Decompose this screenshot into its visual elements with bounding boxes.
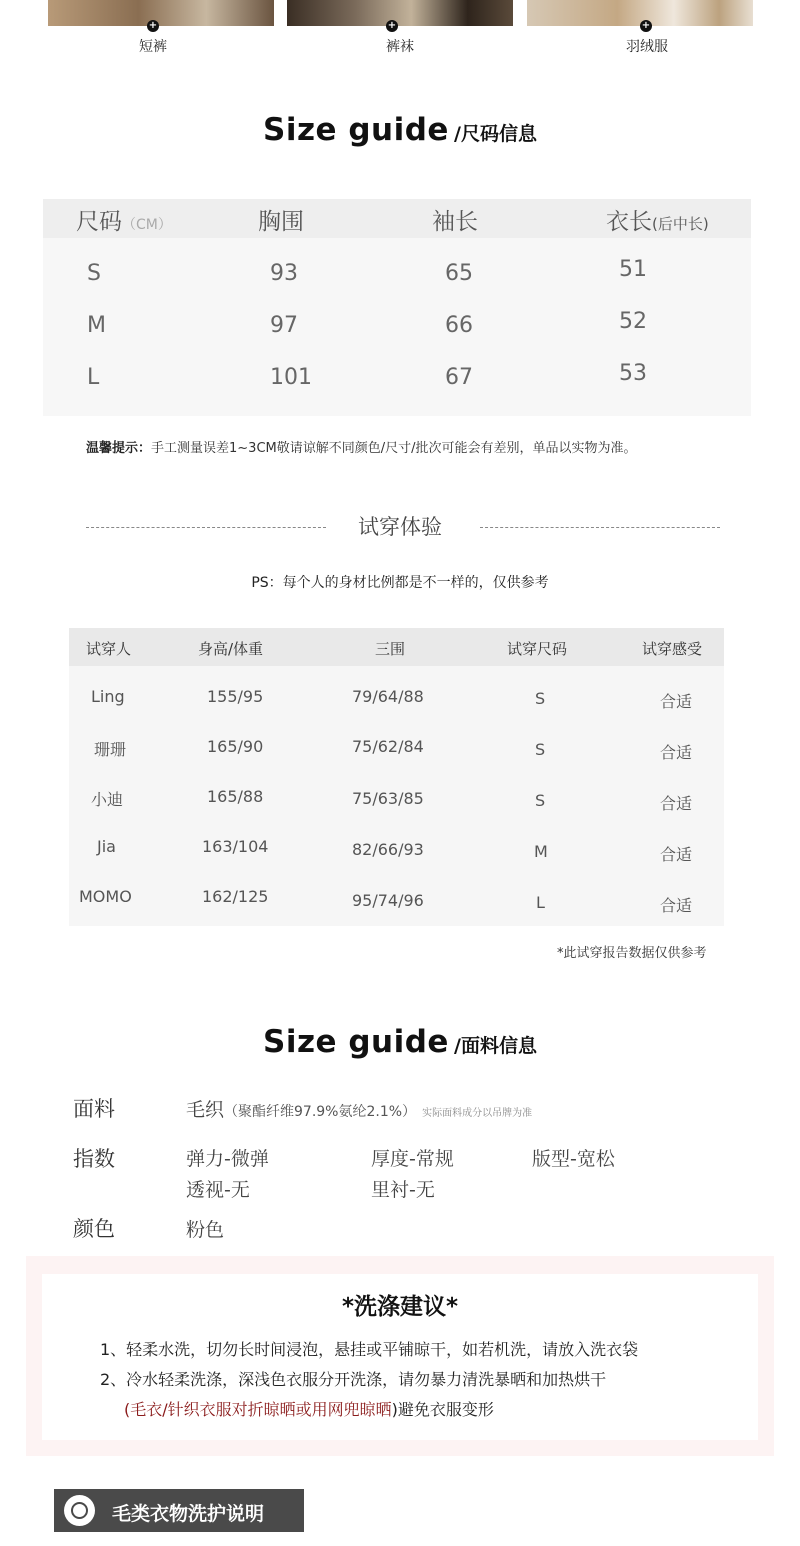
wash-advice-line-2: 2、冷水轻柔洗涤，深浅色衣服分开洗涤，请勿暴力清洗暴晒和加热烘干 xyxy=(100,1370,607,1389)
try-size-cell: M xyxy=(534,842,548,861)
circle-logo-icon xyxy=(64,1495,95,1526)
thumbnail-label-shorts: 短裤 xyxy=(139,39,167,55)
length-cell: 53 xyxy=(619,361,647,386)
color-label: 颜色 xyxy=(73,1217,115,1241)
height-weight-column-header: 身高/体重 xyxy=(198,640,264,658)
wool-care-label: 毛类衣物洗护说明 xyxy=(112,1503,265,1525)
person-column-header: 试穿人 xyxy=(86,640,132,658)
chest-cell: 93 xyxy=(270,261,298,286)
size-cell: S xyxy=(87,261,101,286)
height-weight-cell: 163/104 xyxy=(202,837,269,856)
fit-index: 版型-宽松 xyxy=(532,1148,615,1170)
wash-line-3-open: ( xyxy=(124,1400,131,1419)
fabric-guide-heading: Size guide xyxy=(263,1024,449,1060)
try-size-cell: S xyxy=(535,791,546,810)
index-label: 指数 xyxy=(73,1147,115,1171)
color-value: 粉色 xyxy=(186,1219,225,1241)
fabric-main: 毛织 xyxy=(186,1099,225,1121)
fabric-composition xyxy=(186,1095,532,1122)
height-weight-cell: 155/95 xyxy=(207,687,264,706)
feel-column-header: 试穿感受 xyxy=(642,640,703,658)
elastic-index: 弹力-微弹 xyxy=(186,1148,269,1170)
measurements-cell: 75/63/85 xyxy=(352,789,424,808)
plus-icon: + xyxy=(641,20,651,31)
wash-advice-line-3 xyxy=(124,1397,494,1420)
size-header-label: 尺码 xyxy=(76,209,122,235)
length-cell: 51 xyxy=(619,257,647,282)
plus-icon: + xyxy=(148,20,158,31)
fabric-detail: （聚酯纤维97.9%氨纶2.1%） xyxy=(224,1104,417,1120)
fabric-label: 面料 xyxy=(73,1097,115,1121)
thumbnail-label-down-jacket: 羽绒服 xyxy=(626,39,668,55)
person-cell: Ling xyxy=(91,687,125,706)
lining-index: 里衬-无 xyxy=(371,1179,435,1201)
try-on-title: 试穿体验 xyxy=(358,515,442,539)
fabric-note: 实际面料成分以吊牌为准 xyxy=(422,1108,533,1119)
person-cell: 珊珊 xyxy=(94,740,127,759)
fabric-guide-subtitle: /面料信息 xyxy=(454,1035,537,1057)
length-header-label: 衣长 xyxy=(606,209,652,235)
size-table xyxy=(43,199,751,416)
wash-line-3-rest: )避免衣服变形 xyxy=(391,1400,494,1419)
try-on-report-note: *此试穿报告数据仅供参考 xyxy=(557,946,707,961)
feel-cell: 合适 xyxy=(660,692,693,711)
measurements-cell: 95/74/96 xyxy=(352,891,424,910)
chest-cell: 101 xyxy=(270,365,312,390)
tip-label: 温馨提示： xyxy=(86,441,152,456)
see-through-index: 透视-无 xyxy=(186,1179,250,1201)
person-cell: MOMO xyxy=(79,887,132,906)
try-on-table xyxy=(69,628,724,926)
fabric-guide-title xyxy=(0,1024,800,1060)
try-size-cell: S xyxy=(535,740,546,759)
length-note: (后中长) xyxy=(652,215,709,233)
thumbnail-shorts[interactable] xyxy=(48,0,274,26)
height-weight-cell: 162/125 xyxy=(202,887,269,906)
thumbnail-label-tights: 裤袜 xyxy=(386,39,414,55)
feel-cell: 合适 xyxy=(660,896,693,915)
try-size-cell: L xyxy=(536,893,545,912)
wash-advice-line-1: 1、轻柔水洗，切勿长时间浸泡，悬挂或平铺晾干，如若机洗，请放入洗衣袋 xyxy=(100,1340,639,1359)
sleeve-cell: 65 xyxy=(445,261,473,286)
wool-care-badge[interactable] xyxy=(54,1489,304,1532)
feel-cell: 合适 xyxy=(660,845,693,864)
feel-cell: 合适 xyxy=(660,794,693,813)
size-cell: L xyxy=(87,365,100,390)
measurements-cell: 79/64/88 xyxy=(352,687,424,706)
measurements-cell: 75/62/84 xyxy=(352,737,424,756)
thickness-index: 厚度-常规 xyxy=(371,1148,454,1170)
try-size-cell: S xyxy=(535,689,546,708)
sleeve-column-header: 袖长 xyxy=(432,209,478,235)
divider-left xyxy=(86,527,326,528)
sleeve-cell: 66 xyxy=(445,313,473,338)
length-cell: 52 xyxy=(619,309,647,334)
measurements-cell: 82/66/93 xyxy=(352,840,424,859)
chest-cell: 97 xyxy=(270,313,298,338)
thumbnail-tights[interactable] xyxy=(287,0,513,26)
sleeve-cell: 67 xyxy=(445,365,473,390)
wash-advice-title: *洗涤建议* xyxy=(341,1294,459,1320)
measurements-column-header: 三围 xyxy=(375,640,406,658)
wash-advice-highlight: 毛衣/针织衣服对折晾晒或用网兜晾晒 xyxy=(130,1400,392,1419)
size-guide-heading: Size guide xyxy=(263,112,449,148)
try-size-column-header: 试穿尺码 xyxy=(507,640,568,658)
person-cell: Jia xyxy=(97,837,116,856)
unit-note: （CM） xyxy=(122,217,172,233)
size-guide-title xyxy=(0,112,800,148)
plus-icon: + xyxy=(387,20,397,31)
tip-text: 手工测量误差1~3CM敬请谅解不同颜色/尺寸/批次可能会有差别，单品以实物为准。 xyxy=(151,441,637,456)
size-cell: M xyxy=(87,313,106,338)
size-guide-subtitle: /尺码信息 xyxy=(454,123,537,145)
ps-note: PS：每个人的身材比例都是不一样的，仅供参考 xyxy=(251,575,549,591)
divider-right xyxy=(480,527,720,528)
feel-cell: 合适 xyxy=(660,743,693,762)
height-weight-cell: 165/88 xyxy=(207,787,264,806)
person-cell: 小迪 xyxy=(91,790,124,809)
height-weight-cell: 165/90 xyxy=(207,737,264,756)
length-column-header xyxy=(606,203,709,236)
chest-column-header: 胸围 xyxy=(258,209,304,235)
measurement-tip xyxy=(86,437,637,456)
size-column-header xyxy=(76,203,172,236)
